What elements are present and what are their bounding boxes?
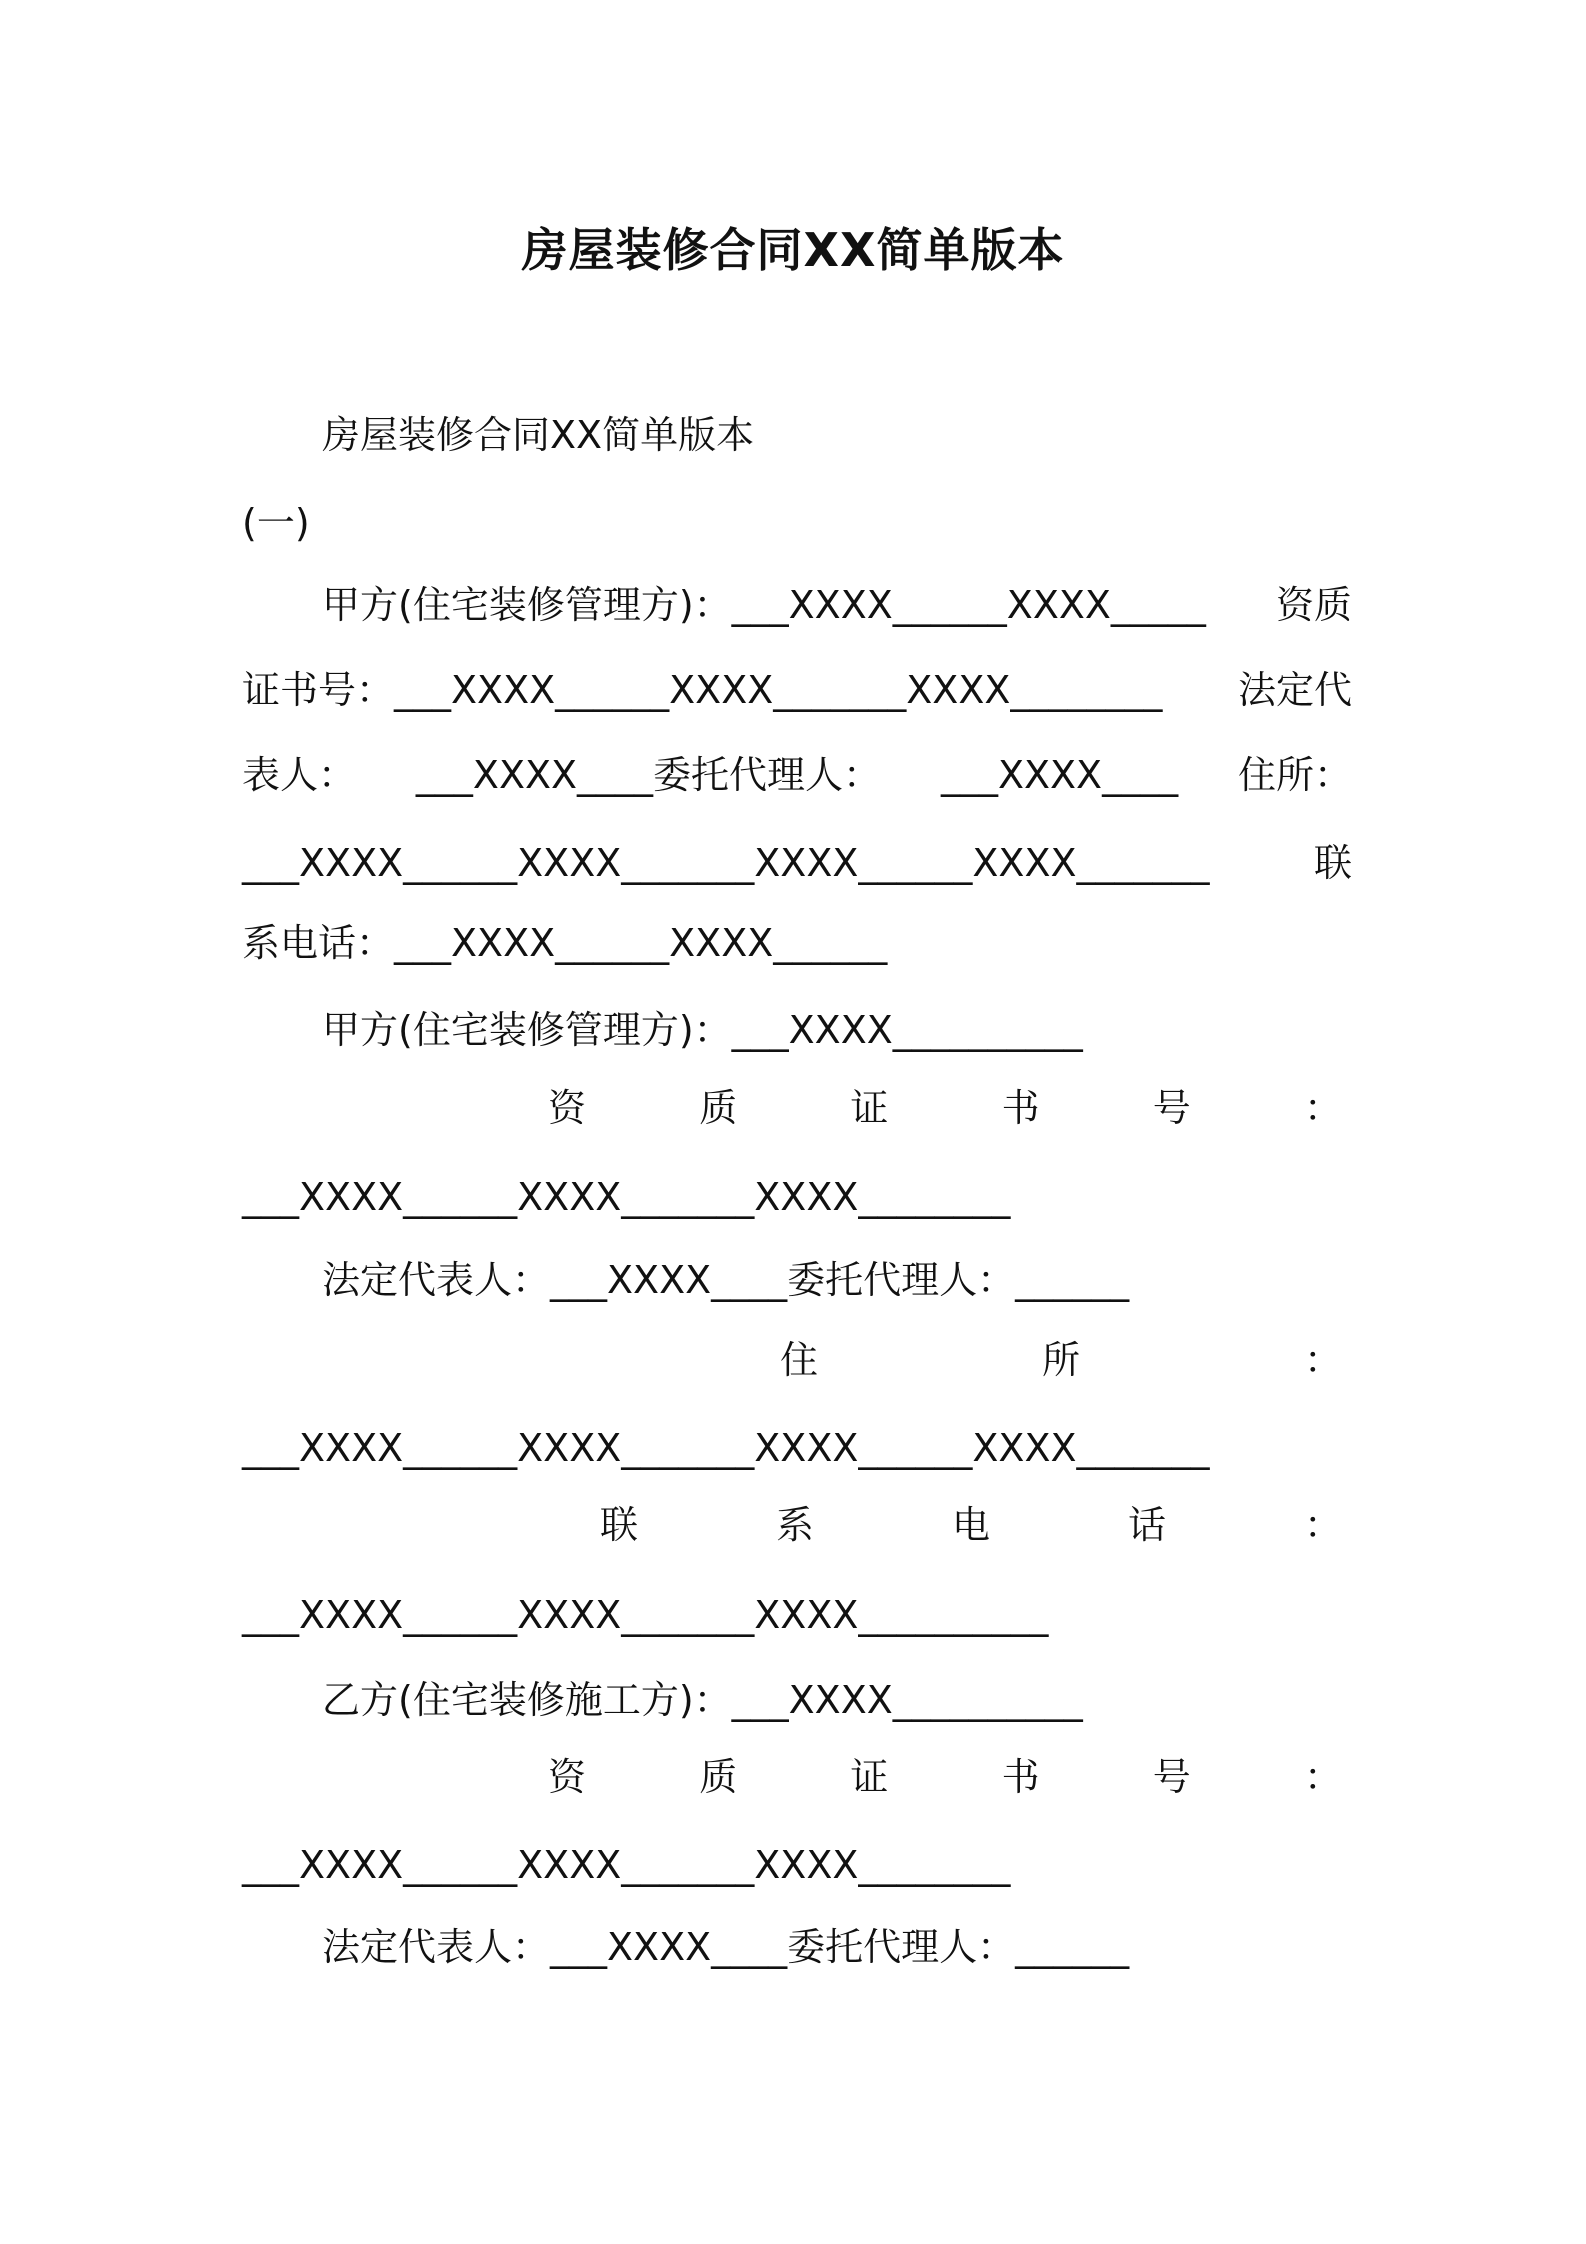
phone-char-4: 话 — [1127, 1503, 1166, 1547]
cert-number: 证书号：___XXXX______XXXX_______XXXX________ — [242, 668, 1163, 712]
agent-value: ___XXXX____ — [940, 753, 1179, 797]
document-title: 房屋装修合同XX简单版本 — [521, 223, 1065, 277]
phone-value-line: ___XXXX______XXXX_______XXXX__________ — [242, 1593, 1049, 1637]
legal-rep-agent: ___XXXX____委托代理人： — [415, 753, 882, 797]
para1-line1 — [242, 580, 1352, 630]
address-label: 住所： — [1237, 753, 1352, 797]
address-label-spread — [780, 1335, 1342, 1385]
cert-label-spread-b — [548, 1752, 1342, 1802]
address-char-1: 住 — [780, 1338, 819, 1382]
cert-value-1: ___XXXX______XXXX_______XXXX________ — [242, 1175, 1011, 1219]
party-a-line: 甲方(住宅装修管理方)：___XXXX__________ — [322, 1008, 1083, 1052]
legal-rep-line-1: 法定代表人：___XXXX____委托代理人：______ — [322, 1258, 1130, 1302]
cert-char-4: 书 — [1001, 1086, 1040, 1130]
legal-rep-line-2: 法定代表人：___XXXX____委托代理人：______ — [322, 1925, 1130, 1969]
legal-rep-label-start: 法定代 — [1237, 668, 1352, 712]
cert-char-6: ： — [1303, 1086, 1342, 1130]
cert-b-char-1: 资 — [548, 1755, 587, 1799]
legal-rep-label-end: 表人： — [242, 753, 357, 797]
cert-value-2: ___XXXX______XXXX_______XXXX________ — [242, 1843, 1011, 1887]
phone-char-3: 电 — [951, 1503, 990, 1547]
cert-char-1: 资 — [548, 1086, 587, 1130]
address-char-3: ： — [1303, 1338, 1342, 1382]
address-value-line: ___XXXX______XXXX_______XXXX______XXXX_______ — [242, 1426, 1210, 1470]
cert-char-2: 质 — [699, 1086, 738, 1130]
phone-label-start: 联 — [1313, 841, 1352, 885]
cert-char-5: 号 — [1152, 1086, 1191, 1130]
phone-char-1: 联 — [600, 1503, 639, 1547]
section-number: (一) — [242, 501, 310, 545]
cert-char-3: 证 — [850, 1086, 889, 1130]
cert-label-start: 资质 — [1275, 583, 1352, 627]
address-char-2: 所 — [1041, 1338, 1080, 1382]
cert-b-char-4: 书 — [1001, 1755, 1040, 1799]
cert-b-char-2: 质 — [699, 1755, 738, 1799]
party-b-line: 乙方(住宅装修施工方)：___XXXX__________ — [322, 1678, 1083, 1722]
phone-char-2: 系 — [775, 1503, 814, 1547]
cert-b-char-3: 证 — [850, 1755, 889, 1799]
para1-line3 — [242, 750, 1352, 800]
para1-line5: 系电话：___XXXX______XXXX______ — [242, 921, 888, 965]
address-value: ___XXXX______XXXX_______XXXX______XXXX_______ — [242, 841, 1210, 885]
para1-line4 — [242, 838, 1352, 888]
party-a-name: 甲方(住宅装修管理方)：___XXXX______XXXX_____ — [322, 583, 1206, 627]
document-subtitle: 房屋装修合同XX简单版本 — [322, 413, 755, 457]
phone-char-5: ： — [1303, 1503, 1342, 1547]
cert-b-char-6: ： — [1303, 1755, 1342, 1799]
cert-label-spread — [548, 1083, 1342, 1133]
para1-line2 — [242, 665, 1352, 715]
phone-label-spread — [600, 1500, 1342, 1550]
cert-b-char-5: 号 — [1152, 1755, 1191, 1799]
